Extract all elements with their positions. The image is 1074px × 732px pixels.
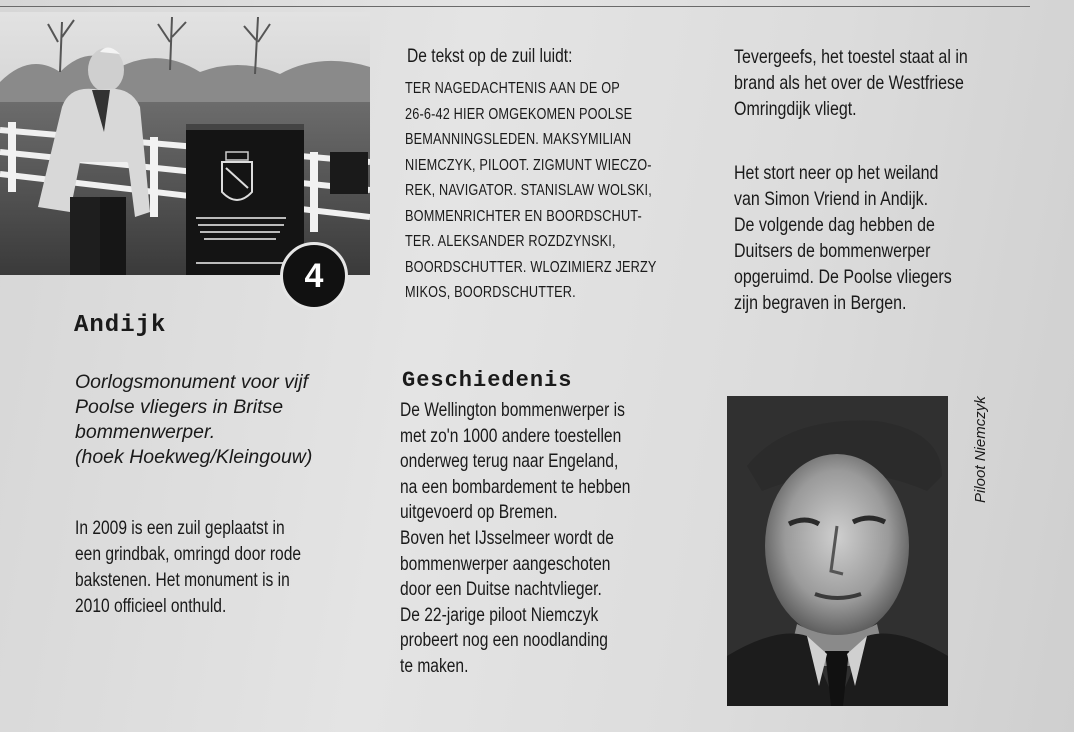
history-line: De 22-jarige piloot Niemczyk bbox=[400, 604, 599, 626]
column3-line: opgeruimd. De Poolse vliegers bbox=[734, 266, 952, 288]
subtitle-line: Poolse vliegers in Britse bbox=[75, 396, 284, 418]
history-line: onderweg terug naar Engeland, bbox=[400, 451, 619, 473]
history-line: te maken. bbox=[400, 655, 469, 677]
inscription-line: NIEMCZYK, PILOOT. ZIGMUNT WIECZO- bbox=[405, 156, 652, 174]
column3-line: van Simon Vriend in Andijk. bbox=[734, 188, 929, 210]
inscription-line: BOORDSCHUTTER. WLOZIMIERZ JERZY bbox=[405, 258, 657, 276]
andijk-subtitle bbox=[75, 370, 365, 470]
paragraph-line: In 2009 is een zuil geplaatst in bbox=[75, 518, 285, 539]
subtitle-line: bommenwerper. bbox=[75, 421, 216, 443]
inscription-line: BOMMENRICHTER EN BOORDSCHUT- bbox=[405, 207, 642, 225]
history-line: De Wellington bommenwerper is bbox=[400, 400, 625, 421]
history-line: probeert nog een noodlanding bbox=[400, 630, 608, 652]
portrait-caption bbox=[972, 395, 992, 505]
paragraph-line: een grindbak, omringd door rode bbox=[75, 544, 302, 565]
inscription-line: TER NAGEDACHTENIS AAN DE OP bbox=[405, 80, 620, 97]
top-divider bbox=[0, 6, 1030, 7]
portrait-caption-text: Piloot Niemczyk bbox=[972, 396, 989, 503]
history-line: uitgevoerd op Bremen. bbox=[400, 502, 558, 524]
column3-line: brand als het over de Westfriese bbox=[734, 72, 964, 94]
history-line: Boven het IJsselmeer wordt de bbox=[400, 527, 614, 549]
history-title: Geschiedenis bbox=[402, 368, 573, 393]
paragraph-line: bakstenen. Het monument is in bbox=[75, 570, 290, 591]
pilot-portrait-photo bbox=[727, 396, 948, 706]
column3-paragraph-2 bbox=[734, 160, 1000, 316]
monument-photo bbox=[0, 12, 370, 275]
inscription-line: BEMANNINGSLEDEN. MAKSYMILIAN bbox=[405, 131, 632, 148]
inscription-line: REK, NAVIGATOR. STANISLAW WOLSKI, bbox=[405, 182, 652, 199]
andijk-title: Andijk bbox=[74, 312, 167, 339]
column3-line: Het stort neer op het weiland bbox=[734, 162, 939, 184]
column3-line: Tevergeefs, het toestel staat al in bbox=[734, 46, 968, 68]
column3-line: Duitsers de bommenwerper bbox=[734, 240, 931, 262]
inscription-line: TER. ALEKSANDER ROZDZYNSKI, bbox=[405, 233, 616, 250]
column3-line: De volgende dag hebben de bbox=[734, 214, 935, 236]
column3-line: Omringdijk vliegt. bbox=[734, 98, 857, 120]
inscription-text bbox=[405, 76, 712, 306]
history-line: na een bombardement te hebben bbox=[400, 476, 631, 498]
paragraph-line: 2010 officieel onthuld. bbox=[75, 596, 227, 617]
history-line: door een Duitse nachtvlieger. bbox=[400, 579, 602, 601]
inscription-intro bbox=[407, 44, 609, 69]
column3-paragraph-1 bbox=[734, 44, 1019, 122]
history-line: met zo'n 1000 andere toestellen bbox=[400, 425, 622, 447]
inscription-line: 26-6-42 HIER OMGEKOMEN POOLSE bbox=[405, 105, 633, 123]
history-line: bommenwerper aangeschoten bbox=[400, 553, 611, 575]
section-number-badge: 4 bbox=[280, 242, 348, 310]
inscription-line: MIKOS, BOORDSCHUTTER. bbox=[405, 284, 576, 301]
andijk-paragraph bbox=[75, 516, 351, 620]
column3-line: zijn begraven in Bergen. bbox=[734, 292, 907, 314]
subtitle-line: Oorlogsmonument voor vijf bbox=[75, 371, 309, 393]
subtitle-line: (hoek Hoekweg/Kleingouw) bbox=[75, 446, 313, 468]
history-text bbox=[400, 398, 681, 680]
intro-text: De tekst op de zuil luidt: bbox=[407, 46, 573, 67]
